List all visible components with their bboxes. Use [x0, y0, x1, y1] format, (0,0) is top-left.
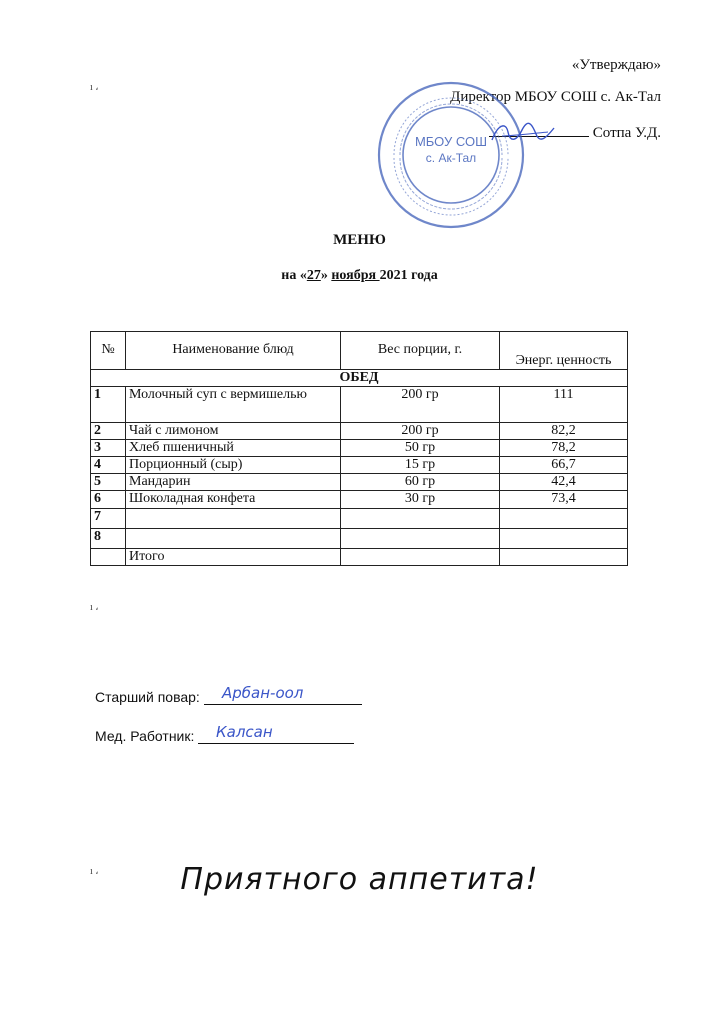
total-weight — [341, 548, 500, 565]
stamp-center-line1: МБОУ СОШ — [414, 134, 488, 149]
dish-weight: 30 гр — [341, 491, 500, 508]
svg-text:Арбан-оол: Арбан-оол — [221, 684, 304, 702]
medic-signature — [208, 719, 328, 745]
row-number: 6 — [91, 491, 126, 508]
table-row — [91, 474, 628, 491]
section-row — [91, 370, 628, 387]
column-header-weight: Вес порции, г. — [341, 332, 500, 370]
dish-name: Порционный (сыр) — [126, 457, 341, 474]
dish-name: Молочный суп с вермишелью — [126, 387, 341, 423]
dish-energy: 111 — [500, 387, 628, 423]
table-row — [91, 387, 628, 423]
row-number: 3 — [91, 440, 126, 457]
dish-name — [126, 528, 341, 548]
table-header-row — [91, 332, 628, 370]
row-number: 2 — [91, 423, 126, 440]
dish-name: Мандарин — [126, 474, 341, 491]
dish-name — [126, 508, 341, 528]
table-row — [91, 528, 628, 548]
dish-weight: 15 гр — [341, 457, 500, 474]
dish-energy — [500, 508, 628, 528]
column-header-name: Наименование блюд — [126, 332, 341, 370]
dish-energy: 73,4 — [500, 491, 628, 508]
dish-weight — [341, 508, 500, 528]
svg-text:Калсан: Калсан — [216, 723, 273, 741]
chef-signature-row — [95, 684, 362, 705]
dish-weight: 200 гр — [341, 423, 500, 440]
scan-mark: ı ، — [90, 866, 99, 877]
medic-signature-row — [95, 723, 354, 744]
scan-mark: ı ، — [90, 82, 99, 93]
appetite-wish: Приятного аппетита! — [180, 862, 539, 897]
row-number: 5 — [91, 474, 126, 491]
row-number: 1 — [91, 387, 126, 423]
dish-energy: 82,2 — [500, 423, 628, 440]
chef-signature-line — [204, 684, 362, 705]
dish-name: Чай с лимоном — [126, 423, 341, 440]
section-label: ОБЕД — [91, 370, 628, 387]
dish-energy: 42,4 — [500, 474, 628, 491]
column-header-number: № — [91, 332, 126, 370]
row-number: 7 — [91, 508, 126, 528]
director-signature — [488, 118, 558, 148]
stamp-center-line2: с. Ак-Тал — [425, 151, 477, 165]
chef-signature — [214, 680, 334, 706]
dish-weight — [341, 528, 500, 548]
column-header-energy: Энерг. ценность — [500, 332, 628, 370]
scan-mark: ı ، — [90, 602, 99, 613]
dish-energy — [500, 528, 628, 548]
official-stamp — [374, 78, 529, 233]
dish-weight: 60 гр — [341, 474, 500, 491]
director-name: Сотпа У.Д. — [592, 125, 661, 141]
medic-signature-line — [198, 723, 354, 744]
total-energy — [500, 548, 628, 565]
dish-weight: 200 гр — [341, 387, 500, 423]
document-date: на «27» ноября 2021 года — [281, 268, 438, 283]
total-row — [91, 548, 628, 565]
table-row — [91, 491, 628, 508]
medic-label: Мед. Работник: — [95, 728, 195, 744]
approval-position: Директор МБОУ СОШ с. Ак-Тал — [450, 89, 661, 105]
row-number: 8 — [91, 528, 126, 548]
menu-table — [90, 331, 628, 566]
dish-name: Хлеб пшеничный — [126, 440, 341, 457]
approval-heading: «Утверждаю» — [571, 57, 661, 73]
table-row — [91, 508, 628, 528]
total-label: Итого — [126, 548, 341, 565]
chef-label: Старший повар: — [95, 689, 200, 705]
date-day: 27 — [306, 268, 321, 283]
date-month: ноября — [331, 268, 380, 283]
dish-energy: 78,2 — [500, 440, 628, 457]
table-row — [91, 440, 628, 457]
dish-weight: 50 гр — [341, 440, 500, 457]
dish-name: Шоколадная конфета — [126, 491, 341, 508]
row-number — [91, 548, 126, 565]
table-row — [91, 423, 628, 440]
dish-energy: 66,7 — [500, 457, 628, 474]
row-number: 4 — [91, 457, 126, 474]
table-row — [91, 457, 628, 474]
document-title: МЕНЮ — [333, 232, 386, 248]
